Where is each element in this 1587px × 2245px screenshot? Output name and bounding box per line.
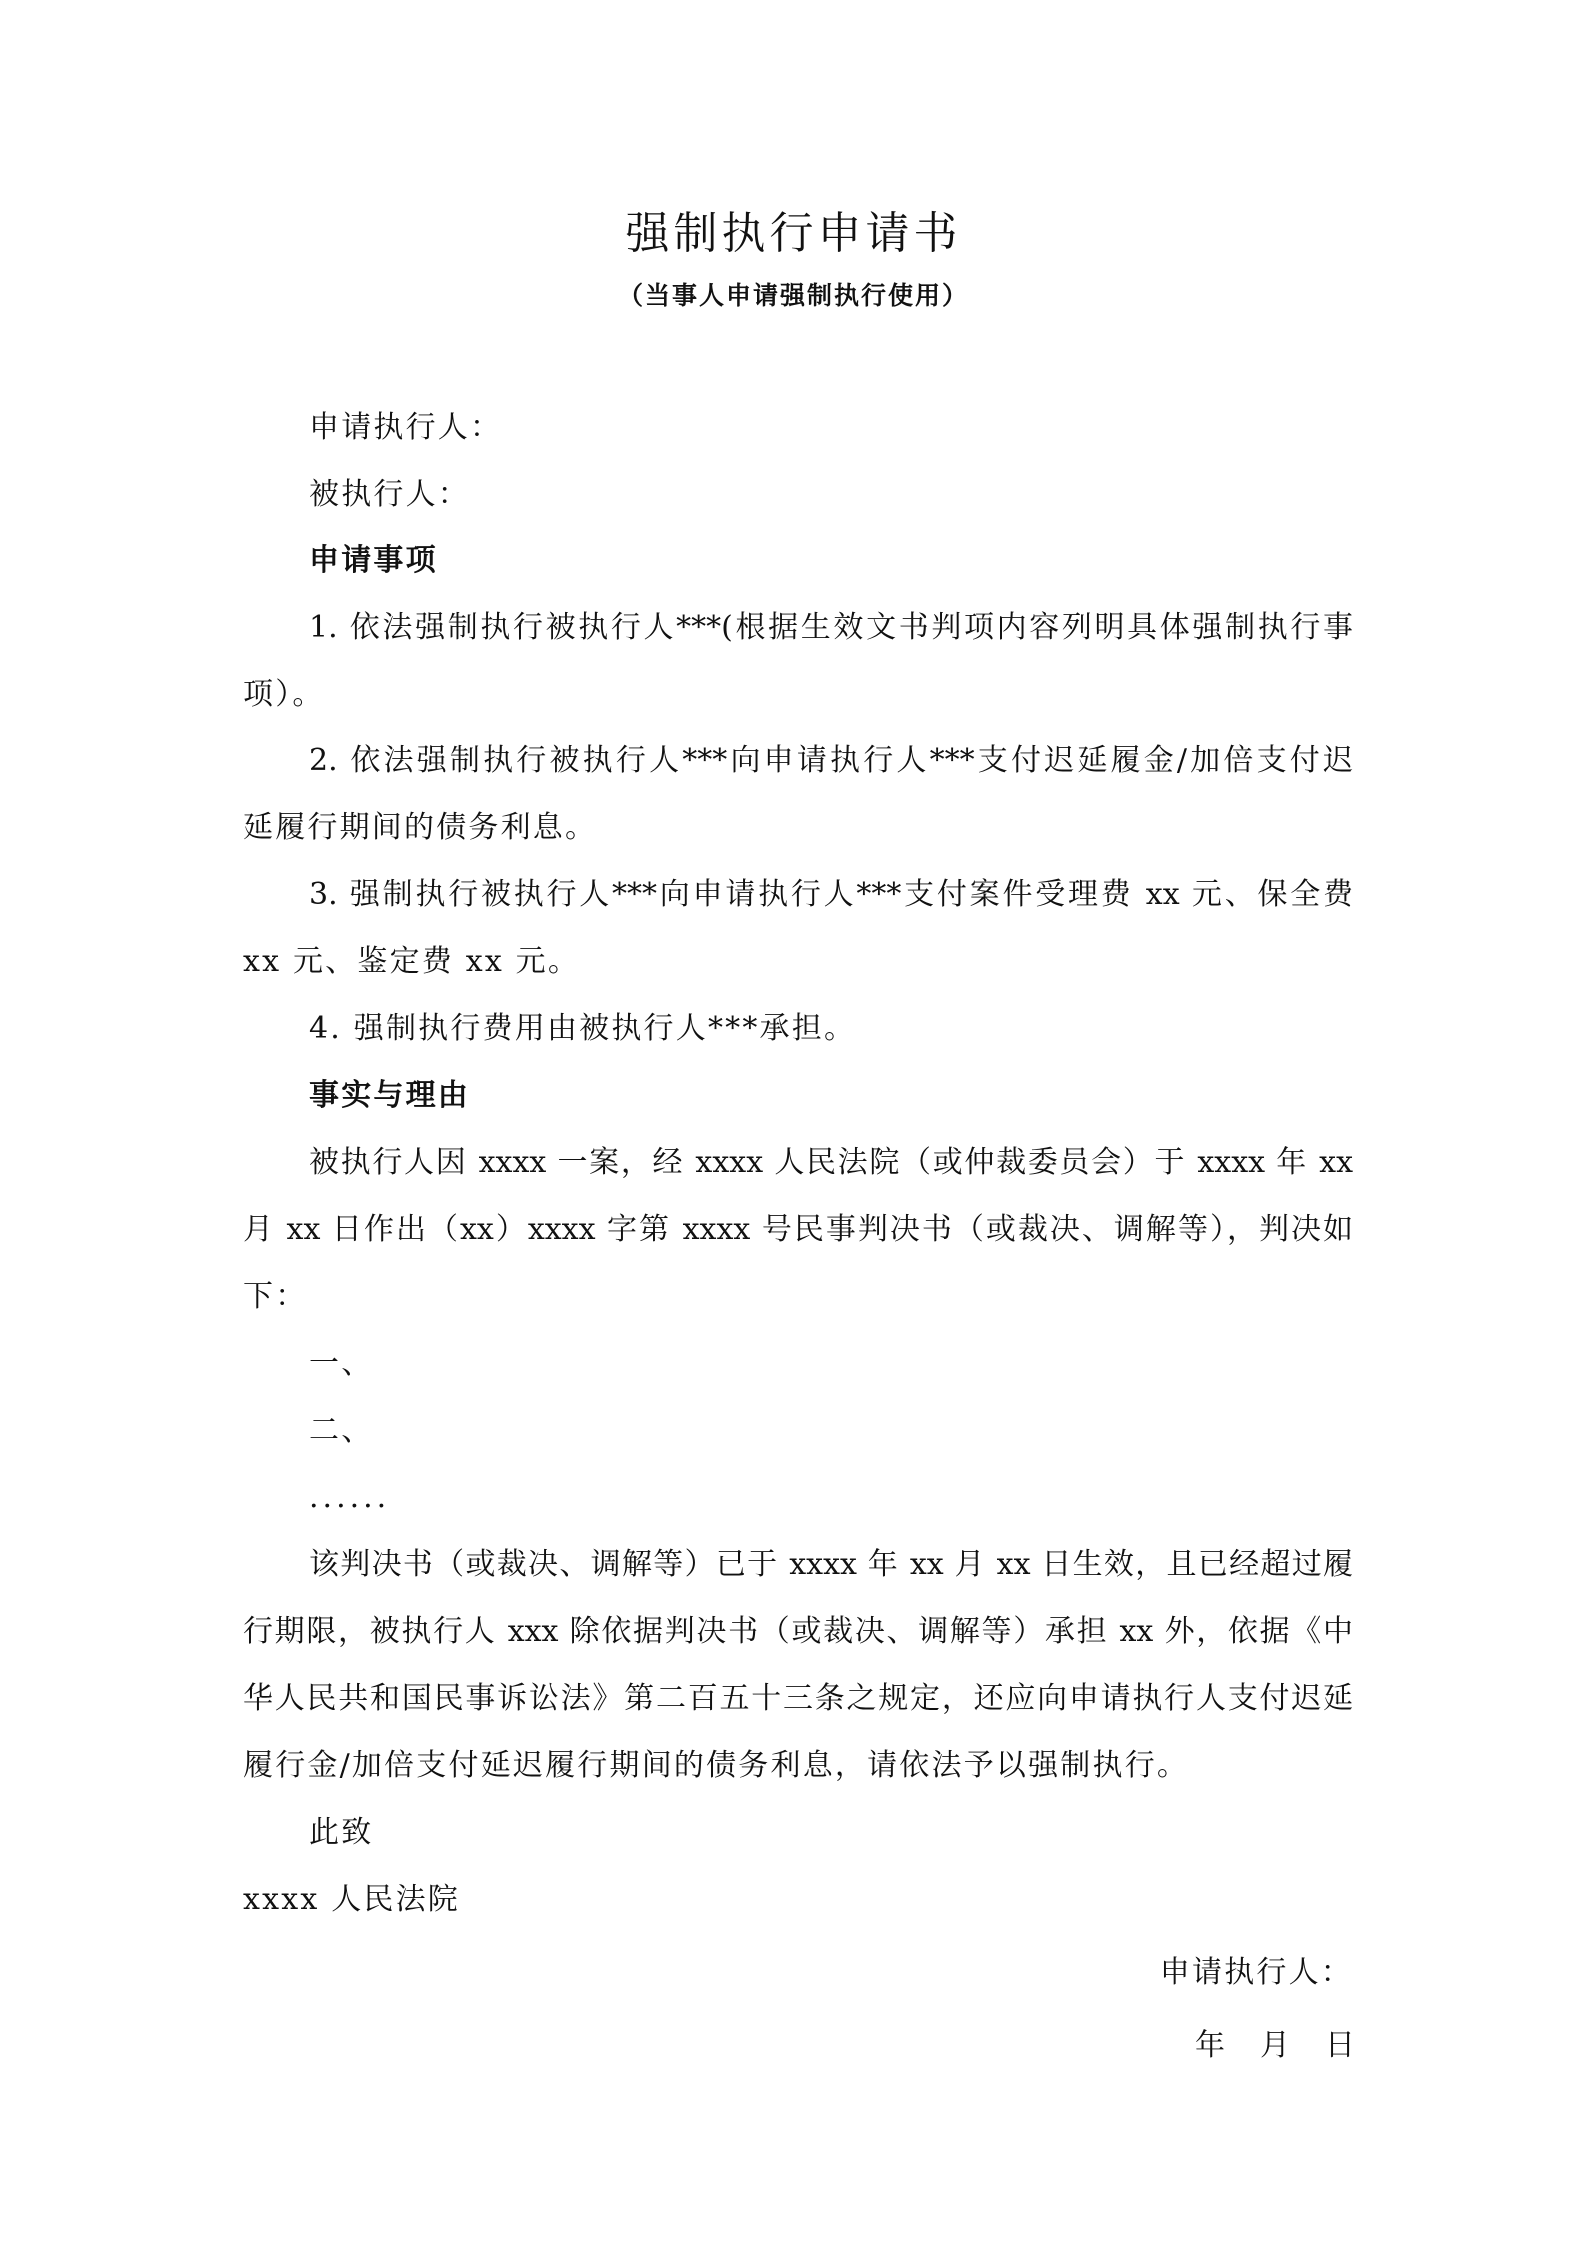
document-subtitle: （当事人申请强制执行使用） — [617, 281, 969, 310]
document-title: 强制执行申请书 — [625, 208, 962, 259]
facts-para-2-line-4: 履行金/加倍支付延迟履行期间的债务利息，请依法予以强制执行。 — [243, 1748, 1190, 1783]
respondent-label: 被执行人： — [309, 477, 470, 512]
judgment-ellipsis: ...... — [309, 1480, 391, 1515]
date-year-label: 年 — [1195, 2028, 1225, 2063]
requests-heading: 申请事项 — [309, 543, 438, 578]
date-month-label: 月 — [1260, 2028, 1290, 2063]
facts-para-1-line-1: 被执行人因 xxxx 一案，经 xxxx 人民法院（或仲裁委员会）于 xxxx 年 xx — [309, 1145, 1353, 1180]
request-item-2-line-1: 2. 依法强制执行被执行人***向申请执行人***支付迟延履金/加倍支付迟 — [309, 743, 1353, 778]
request-item-2-line-2: 延履行期间的债务利息。 — [243, 810, 598, 845]
applicant-label: 申请执行人： — [309, 410, 503, 445]
salutation: 此致 — [309, 1815, 374, 1850]
facts-para-2-line-2: 行期限，被执行人 xxx 除依据判决书（或裁决、调解等）承担 xx 外，依据《中 — [243, 1614, 1353, 1649]
judgment-item-1: 一、 — [309, 1346, 374, 1381]
facts-para-1-line-2: 月 xx 日作出（xx）xxxx 字第 xxxx 号民事判决书（或裁决、调解等），判决如 — [243, 1212, 1353, 1247]
date-line — [1195, 2026, 1355, 2066]
signature-label: 申请执行人： — [1159, 1955, 1353, 1990]
judgment-item-2: 二、 — [309, 1413, 374, 1448]
date-day-label: 日 — [1325, 2028, 1355, 2063]
request-item-4: 4. 强制执行费用由被执行人***承担。 — [309, 1011, 857, 1046]
facts-para-2-line-3: 华人民共和国民事诉讼法》第二百五十三条之规定，还应向申请执行人支付迟延 — [243, 1681, 1353, 1716]
request-item-1-line-2: 项）。 — [243, 677, 325, 712]
court-name: xxxx 人民法院 — [243, 1882, 461, 1917]
facts-para-2-line-1: 该判决书（或裁决、调解等）已于 xxxx 年 xx 月 xx 日生效，且已经超过履 — [309, 1547, 1353, 1582]
request-item-1-line-1: 1. 依法强制执行被执行人***(根据生效文书判项内容列明具体强制执行事 — [309, 610, 1353, 645]
request-item-3-line-2: xx 元、鉴定费 xx 元。 — [243, 944, 581, 979]
facts-para-1-line-3: 下： — [243, 1279, 308, 1314]
facts-heading: 事实与理由 — [309, 1078, 470, 1113]
request-item-3-line-1: 3. 强制执行被执行人***向申请执行人***支付案件受理费 xx 元、保全费 — [309, 877, 1353, 912]
